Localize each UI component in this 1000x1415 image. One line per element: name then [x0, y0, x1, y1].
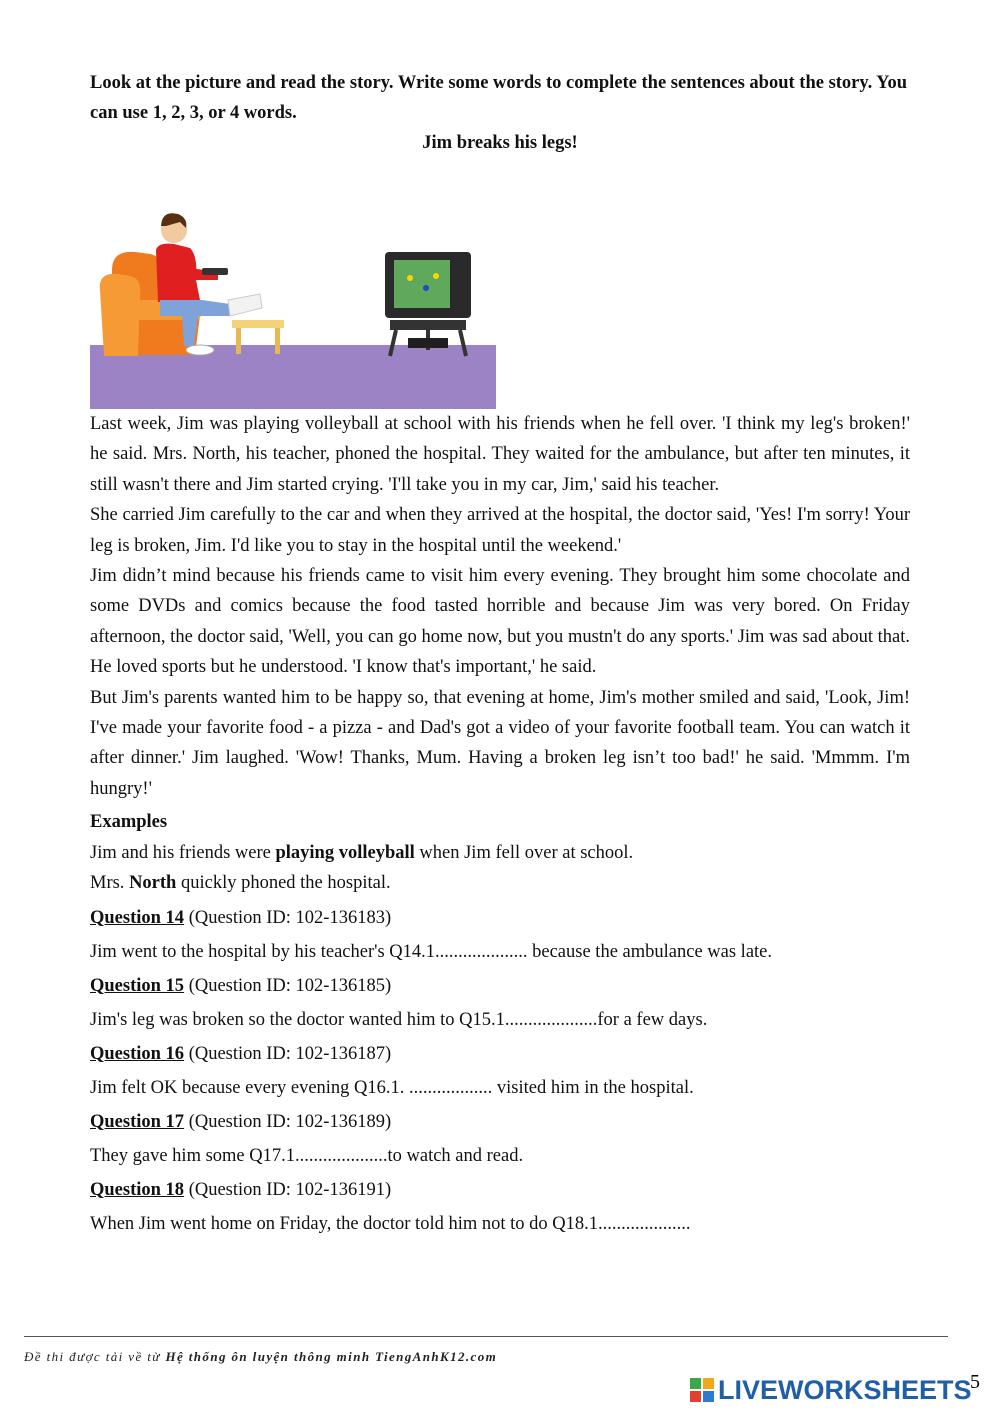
question-16-text: Jim felt OK because every evening Q16.1. .................. visited him in the hospital. [90, 1077, 694, 1098]
footer-source-name: Hệ thống ôn luyện thông minh TiengAnhK12.com [165, 1349, 498, 1364]
question-14-id: (Question ID: 102-136183) [184, 907, 392, 928]
page-number: 5 [970, 1371, 980, 1393]
example-2-before: Mrs. [90, 873, 130, 894]
footer-prefix: Đề thi được tải về từ [24, 1349, 166, 1364]
question-14-heading [90, 903, 910, 933]
footer-source [24, 1349, 497, 1365]
example-1-before: Jim and his friends were [90, 842, 276, 863]
question-18-label: Question 18 [90, 1179, 185, 1200]
question-17-id: (Question ID: 102-136189) [184, 1111, 392, 1132]
footer-divider [24, 1336, 948, 1337]
question-17-label: Question 17 [90, 1111, 185, 1132]
question-14-text: Jim went to the hospital by his teacher's Q14.1.................... because the ambulance was late. [90, 941, 773, 962]
question-17-text: They gave him some Q17.1....................to watch and read. [90, 1145, 524, 1166]
examples-heading: Examples [90, 812, 168, 833]
instructions: Look at the picture and read the story. Write some words to complete the sentences about the story. You can use 1, 2, 3, or 4 words. [90, 73, 908, 123]
example-1-after: when Jim fell over at school. [414, 842, 634, 863]
story-title: Jim breaks his legs! [422, 133, 578, 153]
story-paragraph-4: But Jim's parents wanted him to be happy so, that evening at home, Jim's mother smiled and said, 'Look, Jim! I've made your favorite food - a pizza - and Dad's got a video of your favorite football team. You can watch it after dinner.' Jim laughed. 'Wow! Thanks, Mum. Having a broken leg isn’t too bad!' he said. 'Mmmm. I'm hungry!' [90, 687, 910, 799]
question-15-heading [90, 971, 910, 1001]
story-paragraph-2: She carried Jim carefully to the car and when they arrived at the hospital, the doctor said, 'Yes! I'm sorry! Your leg is broken, Jim. I'd like you to stay in the hospital until the weekend.' [90, 505, 910, 556]
liveworksheets-brand [690, 1374, 972, 1406]
question-17-heading [90, 1107, 910, 1137]
example-1-answer: playing volleyball [275, 842, 415, 863]
question-14-label: Question 14 [90, 907, 185, 928]
example-1 [90, 838, 910, 868]
question-18-text: When Jim went home on Friday, the doctor told him not to do Q18.1.................... [90, 1213, 691, 1234]
liveworksheets-wordmark: LIVEWORKSHEETS [718, 1374, 972, 1405]
question-15-text: Jim's leg was broken so the doctor wanted him to Q15.1....................for a few days. [90, 1009, 708, 1030]
question-15-label: Question 15 [90, 975, 185, 996]
example-2 [90, 868, 910, 898]
question-16-id: (Question ID: 102-136187) [184, 1043, 392, 1064]
example-2-after: quickly phoned the hospital. [176, 873, 391, 894]
question-18-id: (Question ID: 102-136191) [184, 1179, 392, 1200]
story-paragraph-3: Jim didn’t mind because his friends came to visit him every evening. They brought him some chocolate and some DVDs and comics because the food tasted horrible and because Jim was very bored. On Friday afternoon, the doctor said, 'Well, you can go home now, but you mustn't do any sports.' Jim was sad about that. He loved sports but he understood. 'I know that's important,' he said. [90, 566, 910, 678]
question-15-id: (Question ID: 102-136185) [184, 975, 392, 996]
question-16-label: Question 16 [90, 1043, 185, 1064]
story-picture [90, 160, 496, 409]
story-paragraph-1: Last week, Jim was playing volleyball at school with his friends when he fell over. 'I think my leg's broken!' he said. Mrs. North, his teacher, phoned the hospital. They waited for the ambulance, but after ten minutes, it still wasn't there and Jim started crying. 'I'll take you in my car, Jim,' said his teacher. [90, 414, 910, 495]
example-2-answer: North [129, 873, 177, 894]
question-18-heading [90, 1175, 910, 1205]
question-16-heading [90, 1039, 910, 1069]
worksheet-page [90, 68, 910, 1239]
liveworksheets-logo-icon [690, 1378, 714, 1402]
